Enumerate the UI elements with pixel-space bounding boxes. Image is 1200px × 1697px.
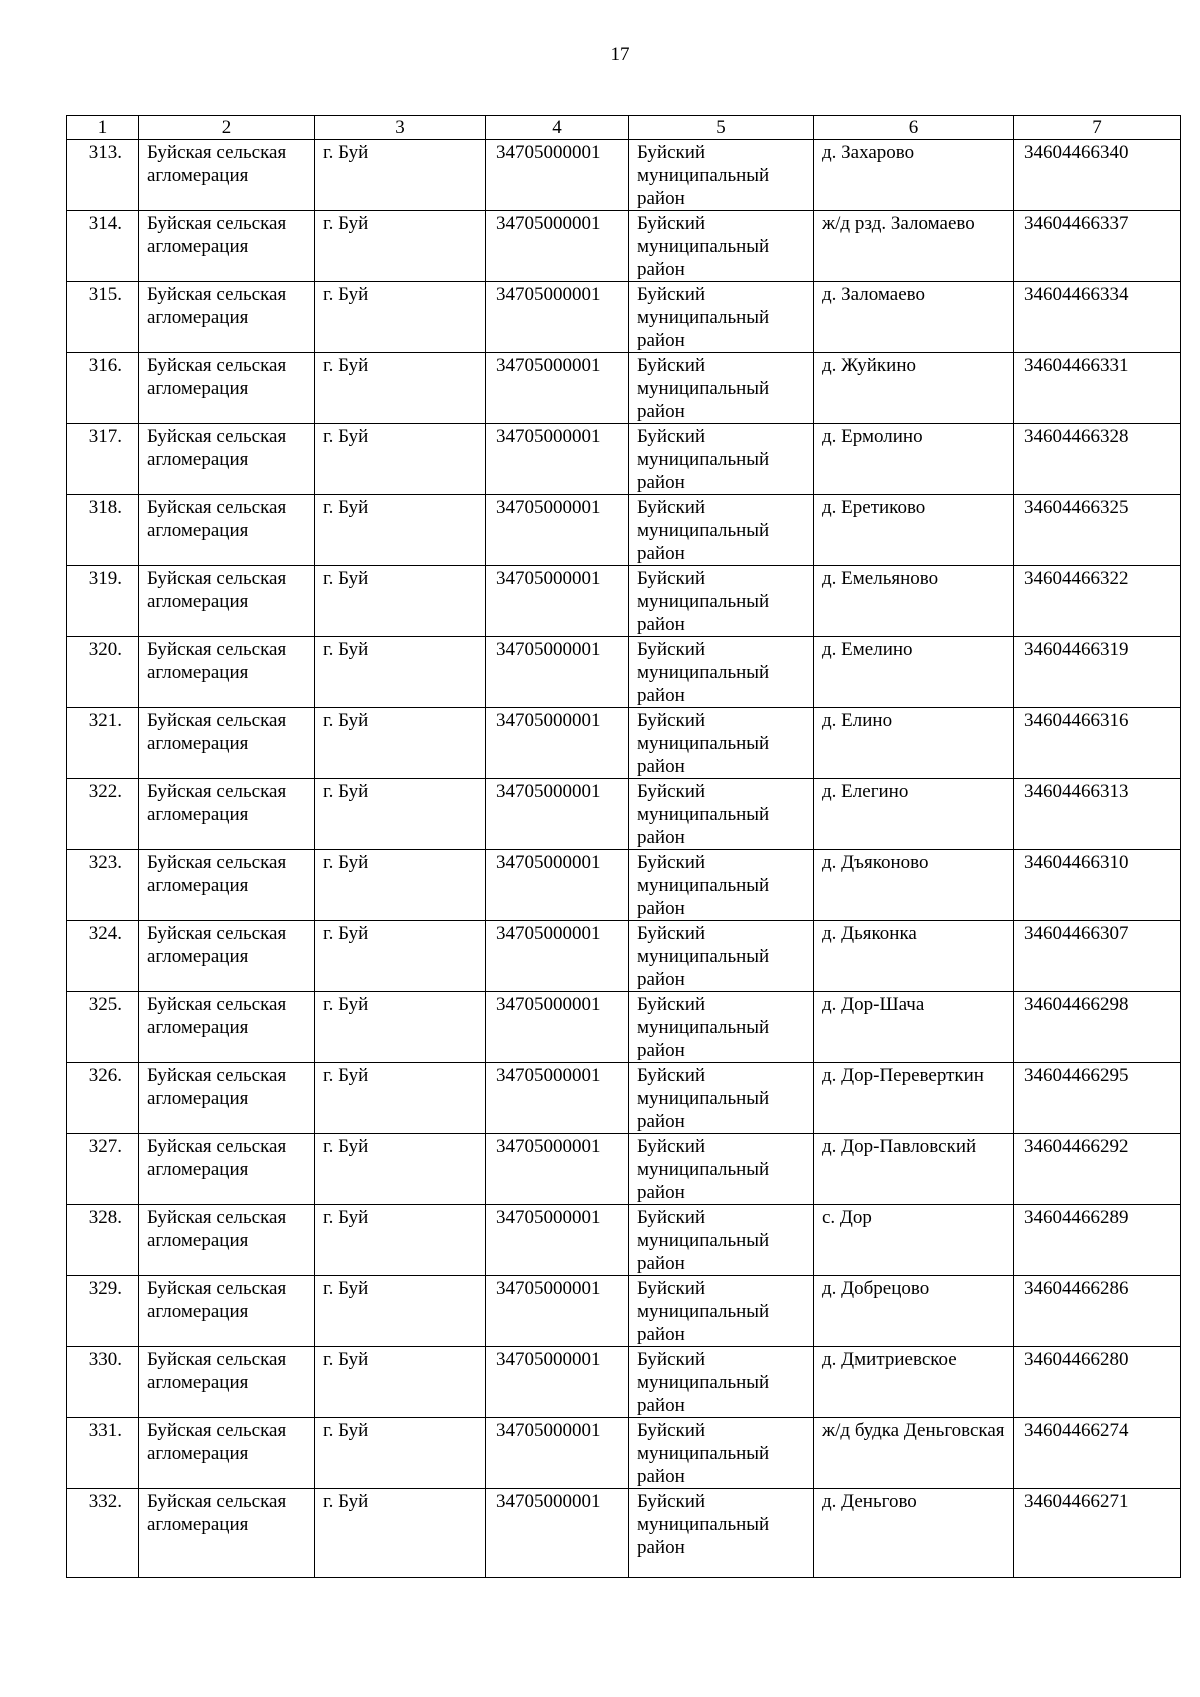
settlement-code-cell: 34604466325 — [1014, 495, 1181, 566]
agglomeration-cell: Буйская сельская агломерация — [139, 566, 315, 637]
city-cell: г. Буй — [315, 424, 486, 495]
settlement-code-cell: 34604466328 — [1014, 424, 1181, 495]
settlement-cell: ж/д будка Деньговская — [814, 1418, 1014, 1489]
city-code-cell: 34705000001 — [486, 779, 629, 850]
settlement-cell: д. Дор-Павловский — [814, 1134, 1014, 1205]
district-cell: Буйский муниципальный район — [629, 495, 814, 566]
settlement-cell: д. Дор-Переверткин — [814, 1063, 1014, 1134]
settlement-code-cell: 34604466307 — [1014, 921, 1181, 992]
district-cell: Буйский муниципальный район — [629, 1134, 814, 1205]
agglomeration-cell: Буйская сельская агломерация — [139, 992, 315, 1063]
district-cell: Буйский муниципальный район — [629, 424, 814, 495]
settlement-cell: д. Деньгово — [814, 1489, 1014, 1578]
row-number-cell: 326. — [67, 1063, 139, 1134]
city-code-cell: 34705000001 — [486, 140, 629, 211]
settlement-cell: д. Елино — [814, 708, 1014, 779]
agglomeration-cell: Буйская сельская агломерация — [139, 353, 315, 424]
district-cell: Буйский муниципальный район — [629, 353, 814, 424]
city-code-cell: 34705000001 — [486, 1347, 629, 1418]
row-number-cell: 322. — [67, 779, 139, 850]
district-cell: Буйский муниципальный район — [629, 1489, 814, 1578]
city-code-cell: 34705000001 — [486, 921, 629, 992]
settlement-code-cell: 34604466322 — [1014, 566, 1181, 637]
district-cell: Буйский муниципальный район — [629, 637, 814, 708]
agglomeration-cell: Буйская сельская агломерация — [139, 1418, 315, 1489]
district-cell: Буйский муниципальный район — [629, 1347, 814, 1418]
table-row — [67, 495, 1181, 566]
agglomeration-cell: Буйская сельская агломерация — [139, 495, 315, 566]
city-code-cell: 34705000001 — [486, 1418, 629, 1489]
city-cell: г. Буй — [315, 850, 486, 921]
settlement-code-cell: 34604466286 — [1014, 1276, 1181, 1347]
row-number-cell: 327. — [67, 1134, 139, 1205]
settlement-code-cell: 34604466316 — [1014, 708, 1181, 779]
district-cell: Буйский муниципальный район — [629, 992, 814, 1063]
row-number-cell: 317. — [67, 424, 139, 495]
district-cell: Буйский муниципальный район — [629, 708, 814, 779]
city-code-cell: 34705000001 — [486, 566, 629, 637]
city-cell: г. Буй — [315, 1418, 486, 1489]
city-cell: г. Буй — [315, 353, 486, 424]
row-number-cell: 332. — [67, 1489, 139, 1578]
district-cell: Буйский муниципальный район — [629, 1276, 814, 1347]
city-code-cell: 34705000001 — [486, 353, 629, 424]
city-cell: г. Буй — [315, 1063, 486, 1134]
column-header: 4 — [486, 116, 629, 140]
city-code-cell: 34705000001 — [486, 282, 629, 353]
table-header-row — [67, 116, 1181, 140]
table-row — [67, 992, 1181, 1063]
city-cell: г. Буй — [315, 637, 486, 708]
city-code-cell: 34705000001 — [486, 1063, 629, 1134]
row-number-cell: 321. — [67, 708, 139, 779]
city-code-cell: 34705000001 — [486, 1276, 629, 1347]
city-code-cell: 34705000001 — [486, 1205, 629, 1276]
column-header: 7 — [1014, 116, 1181, 140]
settlement-code-cell: 34604466292 — [1014, 1134, 1181, 1205]
column-header: 2 — [139, 116, 315, 140]
settlement-cell: д. Дор-Шача — [814, 992, 1014, 1063]
settlement-cell: д. Еретиково — [814, 495, 1014, 566]
settlements-table — [66, 115, 1181, 1578]
agglomeration-cell: Буйская сельская агломерация — [139, 850, 315, 921]
settlement-code-cell: 34604466289 — [1014, 1205, 1181, 1276]
row-number-cell: 329. — [67, 1276, 139, 1347]
table-row — [67, 779, 1181, 850]
table-row — [67, 1205, 1181, 1276]
city-code-cell: 34705000001 — [486, 708, 629, 779]
settlement-code-cell: 34604466334 — [1014, 282, 1181, 353]
city-cell: г. Буй — [315, 992, 486, 1063]
city-cell: г. Буй — [315, 921, 486, 992]
settlement-code-cell: 34604466271 — [1014, 1489, 1181, 1578]
settlement-code-cell: 34604466331 — [1014, 353, 1181, 424]
city-cell: г. Буй — [315, 708, 486, 779]
row-number-cell: 316. — [67, 353, 139, 424]
agglomeration-cell: Буйская сельская агломерация — [139, 424, 315, 495]
city-cell: г. Буй — [315, 1134, 486, 1205]
agglomeration-cell: Буйская сельская агломерация — [139, 779, 315, 850]
settlement-code-cell: 34604466295 — [1014, 1063, 1181, 1134]
district-cell: Буйский муниципальный район — [629, 779, 814, 850]
settlement-cell: д. Елегино — [814, 779, 1014, 850]
agglomeration-cell: Буйская сельская агломерация — [139, 708, 315, 779]
agglomeration-cell: Буйская сельская агломерация — [139, 140, 315, 211]
agglomeration-cell: Буйская сельская агломерация — [139, 1205, 315, 1276]
district-cell: Буйский муниципальный район — [629, 1063, 814, 1134]
city-cell: г. Буй — [315, 282, 486, 353]
row-number-cell: 331. — [67, 1418, 139, 1489]
district-cell: Буйский муниципальный район — [629, 921, 814, 992]
city-code-cell: 34705000001 — [486, 850, 629, 921]
table-row — [67, 424, 1181, 495]
settlement-cell: д. Емелино — [814, 637, 1014, 708]
column-header: 5 — [629, 116, 814, 140]
row-number-cell: 324. — [67, 921, 139, 992]
agglomeration-cell: Буйская сельская агломерация — [139, 637, 315, 708]
settlement-cell: д. Заломаево — [814, 282, 1014, 353]
city-code-cell: 34705000001 — [486, 1134, 629, 1205]
settlement-code-cell: 34604466337 — [1014, 211, 1181, 282]
district-cell: Буйский муниципальный район — [629, 1205, 814, 1276]
table-row — [67, 1347, 1181, 1418]
city-code-cell: 34705000001 — [486, 211, 629, 282]
city-cell: г. Буй — [315, 779, 486, 850]
settlement-code-cell: 34604466340 — [1014, 140, 1181, 211]
row-number-cell: 328. — [67, 1205, 139, 1276]
settlement-cell: д. Добрецово — [814, 1276, 1014, 1347]
city-cell: г. Буй — [315, 566, 486, 637]
settlement-cell: д. Емельяново — [814, 566, 1014, 637]
city-cell: г. Буй — [315, 1276, 486, 1347]
row-number-cell: 320. — [67, 637, 139, 708]
table-row — [67, 566, 1181, 637]
row-number-cell: 330. — [67, 1347, 139, 1418]
agglomeration-cell: Буйская сельская агломерация — [139, 211, 315, 282]
row-number-cell: 314. — [67, 211, 139, 282]
city-cell: г. Буй — [315, 140, 486, 211]
district-cell: Буйский муниципальный район — [629, 850, 814, 921]
table-row — [67, 850, 1181, 921]
settlement-cell: ж/д рзд. Заломаево — [814, 211, 1014, 282]
settlement-cell: д. Ермолино — [814, 424, 1014, 495]
city-cell: г. Буй — [315, 1205, 486, 1276]
agglomeration-cell: Буйская сельская агломерация — [139, 282, 315, 353]
table-row — [67, 140, 1181, 211]
city-code-cell: 34705000001 — [486, 495, 629, 566]
row-number-cell: 313. — [67, 140, 139, 211]
settlement-cell: д. Дъяконово — [814, 850, 1014, 921]
table-row — [67, 637, 1181, 708]
row-number-cell: 318. — [67, 495, 139, 566]
agglomeration-cell: Буйская сельская агломерация — [139, 1489, 315, 1578]
city-cell: г. Буй — [315, 495, 486, 566]
settlement-code-cell: 34604466310 — [1014, 850, 1181, 921]
table-row — [67, 921, 1181, 992]
city-code-cell: 34705000001 — [486, 424, 629, 495]
column-header: 3 — [315, 116, 486, 140]
column-header: 6 — [814, 116, 1014, 140]
table-row — [67, 1489, 1181, 1578]
city-code-cell: 34705000001 — [486, 637, 629, 708]
row-number-cell: 319. — [67, 566, 139, 637]
settlement-cell: с. Дор — [814, 1205, 1014, 1276]
table-row — [67, 1276, 1181, 1347]
row-number-cell: 325. — [67, 992, 139, 1063]
district-cell: Буйский муниципальный район — [629, 282, 814, 353]
settlement-code-cell: 34604466280 — [1014, 1347, 1181, 1418]
table-row — [67, 1063, 1181, 1134]
settlement-cell: д. Жуйкино — [814, 353, 1014, 424]
table-row — [67, 282, 1181, 353]
table-row — [67, 708, 1181, 779]
row-number-cell: 315. — [67, 282, 139, 353]
agglomeration-cell: Буйская сельская агломерация — [139, 921, 315, 992]
table-row — [67, 1418, 1181, 1489]
settlement-cell: д. Захарово — [814, 140, 1014, 211]
district-cell: Буйский муниципальный район — [629, 1418, 814, 1489]
settlement-code-cell: 34604466298 — [1014, 992, 1181, 1063]
table-row — [67, 211, 1181, 282]
table-row — [67, 353, 1181, 424]
agglomeration-cell: Буйская сельская агломерация — [139, 1347, 315, 1418]
row-number-cell: 323. — [67, 850, 139, 921]
city-cell: г. Буй — [315, 211, 486, 282]
agglomeration-cell: Буйская сельская агломерация — [139, 1063, 315, 1134]
agglomeration-cell: Буйская сельская агломерация — [139, 1276, 315, 1347]
city-cell: г. Буй — [315, 1347, 486, 1418]
column-header: 1 — [67, 116, 139, 140]
table-row — [67, 1134, 1181, 1205]
settlement-code-cell: 34604466319 — [1014, 637, 1181, 708]
agglomeration-cell: Буйская сельская агломерация — [139, 1134, 315, 1205]
page-number: 17 — [610, 44, 630, 65]
settlement-cell: д. Дмитриевское — [814, 1347, 1014, 1418]
district-cell: Буйский муниципальный район — [629, 211, 814, 282]
settlement-code-cell: 34604466274 — [1014, 1418, 1181, 1489]
city-cell: г. Буй — [315, 1489, 486, 1578]
district-cell: Буйский муниципальный район — [629, 566, 814, 637]
settlement-cell: д. Дьяконка — [814, 921, 1014, 992]
city-code-cell: 34705000001 — [486, 992, 629, 1063]
settlement-code-cell: 34604466313 — [1014, 779, 1181, 850]
city-code-cell: 34705000001 — [486, 1489, 629, 1578]
district-cell: Буйский муниципальный район — [629, 140, 814, 211]
